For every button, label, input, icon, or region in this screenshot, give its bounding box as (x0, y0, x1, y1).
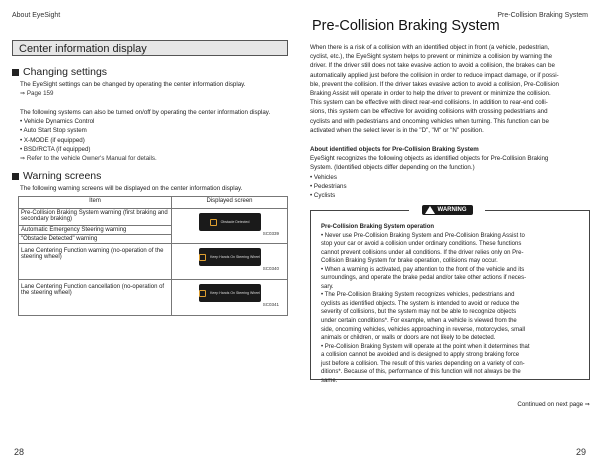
screen-cell (172, 280, 288, 316)
changing-settings-body: The EyeSight settings can be changed by operating the center information display. ⇒ Page 159 (20, 80, 288, 98)
table-cell: Pre-Collision Braking System warning (first braking and secondary braking) (19, 209, 172, 226)
table-header-row (19, 197, 288, 209)
table-cell: Lane Centering Function cancellation (no-operation of the steering wheel) (19, 280, 172, 316)
warning-screens-table (18, 196, 288, 316)
figure-code: SC0339 (262, 231, 279, 236)
table-cell: Automatic Emergency Steering warning (19, 226, 172, 235)
column-header-screen: Displayed screen (172, 197, 288, 209)
display-screenshot: Keep Hands On Steering Wheel (199, 284, 261, 302)
intro-paragraph: When there is a risk of a collision with an identified object in front (a vehicle, pedestrian, cyclist, etc.), the EyeSight system helps to prevent or minimize a collision by warning the driver. If the driver still does not take evasive action to avoid a collision, the brakes can be automatically applied just before the collision in order to reduce impact damage, or if possi- ble, prevent the collision. If the driver takes evasive action to avoid a collision, Pre-Collision Braking Assist will operate in order to help the driver to prevent or minimize the collision. This system can be effective with direct rear-end collisions. In addition to rear-end colli- sions, this system can be effective for avoiding collisions with crossing pedestrians and cyclists and with pedestrians and oncoming vehicles when turning. This function can be activated when the select lever is in the "D", "M" or "N" position. (310, 44, 559, 134)
systems-list: The following systems can also be turned on/off by operating the center information display. • Vehicle Dynamics Control • Auto Start Stop system • X-MODE (if equipped) • BSD/RCTA (if equipped) ⇒ Refer to the vehicle Owner's Manual for details. (20, 108, 288, 163)
identified-objects-section: About identified objects for Pre-Collision Braking System EyeSight recognizes the following objects as identified objects for Pre-Collision Braking System. (Identified objects differ depending on the function.) • Vehicles • Pedestrians • Cyclists (310, 145, 590, 200)
list-item: • Vehicle Dynamics Control (20, 118, 95, 126)
table-cell: "Obstacle Detected" warning (19, 235, 172, 244)
page-reference-link[interactable]: ⇒ Page 159 (20, 90, 54, 98)
screen-cell (172, 209, 288, 244)
list-item: • X-MODE (if equipped) (20, 136, 85, 144)
table-row (19, 280, 288, 316)
list-item: • Cyclists (310, 192, 336, 200)
figure-code: SC0341 (262, 302, 279, 307)
figure-code: SC0340 (262, 266, 279, 271)
list-item: • Auto Start Stop system (20, 127, 87, 135)
warning-screens-intro: The following warning screens will be displayed on the center information display. (20, 185, 243, 192)
list-item: • Vehicles (310, 173, 337, 181)
steering-wheel-icon (199, 254, 206, 261)
square-bullet-icon (12, 173, 19, 180)
section-title: Center information display (12, 40, 288, 56)
column-header-item: Item (19, 197, 172, 209)
warning-heading: Pre-Collision Braking System operation (321, 224, 435, 230)
display-screenshot: Keep Hands On Steering Wheel (199, 248, 261, 266)
manual-reference: ⇒ Refer to the vehicle Owner's Manual for details. (20, 155, 157, 163)
page-number: 28 (14, 447, 25, 457)
page-title: Pre-Collision Braking System (312, 18, 500, 34)
subheading: About identified objects for Pre-Collision Braking System (310, 146, 479, 153)
running-header: About EyeSight (12, 12, 61, 19)
display-screenshot: Obstacle Detected (199, 213, 261, 231)
list-item: • Pedestrians (310, 182, 347, 190)
warning-screens-heading: Warning screens (12, 170, 101, 182)
warning-triangle-icon (425, 206, 435, 214)
warning-box (310, 207, 590, 384)
square-bullet-icon (12, 69, 19, 76)
table-row (19, 244, 288, 280)
running-header: Pre-Collision Braking System (497, 12, 588, 19)
right-page (300, 0, 600, 471)
continued-link[interactable]: Continued on next page ⇒ (517, 401, 590, 408)
page-number: 29 (575, 447, 586, 457)
warning-content: Pre-Collision Braking System operation • Never use Pre-Collision Braking System and Pre-Collision Braking Assist to stop your car or avoid a collision under ordinary conditions. These functions cannot prevent collisions under all conditions. If the driver relies only on Pre- Collision Braking System for brake operation, collisions may occur. • When a warning is activated, pay attention to the front of the vehicle and its surroundings, and operate the brake pedal and/or take other actions if neces- sary. • The Pre-Collision Braking System recognizes vehicles, pedestrians and cyclists as identified objects. The system is intended to avoid or reduce the severity of collisions, but the system may not be able to recognize objects under certain conditions*. For example, when a vehicle is viewed from the side, oncoming vehicles, vehicles approaching in reverse, motorcycles, small animals or children, or walls or doors are not likely to be detected. • Pre-Collision Braking System will operate at the point when it determines that a collision cannot be avoided and is designed to apply strong braking force just before a collision. The result of this varies depending on a variety of con- ditions*. Because of this, performance of this function will not always be the same. (321, 224, 530, 384)
changing-settings-heading: Changing settings (12, 66, 107, 78)
screen-cell (172, 244, 288, 280)
table-cell: Lane Centering Function warning (no-operation of the steering wheel) (19, 244, 172, 280)
warning-car-icon (210, 219, 217, 226)
steering-wheel-icon (199, 290, 206, 297)
warning-badge: WARNING (409, 203, 485, 217)
list-item: • BSD/RCTA (if equipped) (20, 145, 91, 153)
table-row (19, 209, 288, 226)
